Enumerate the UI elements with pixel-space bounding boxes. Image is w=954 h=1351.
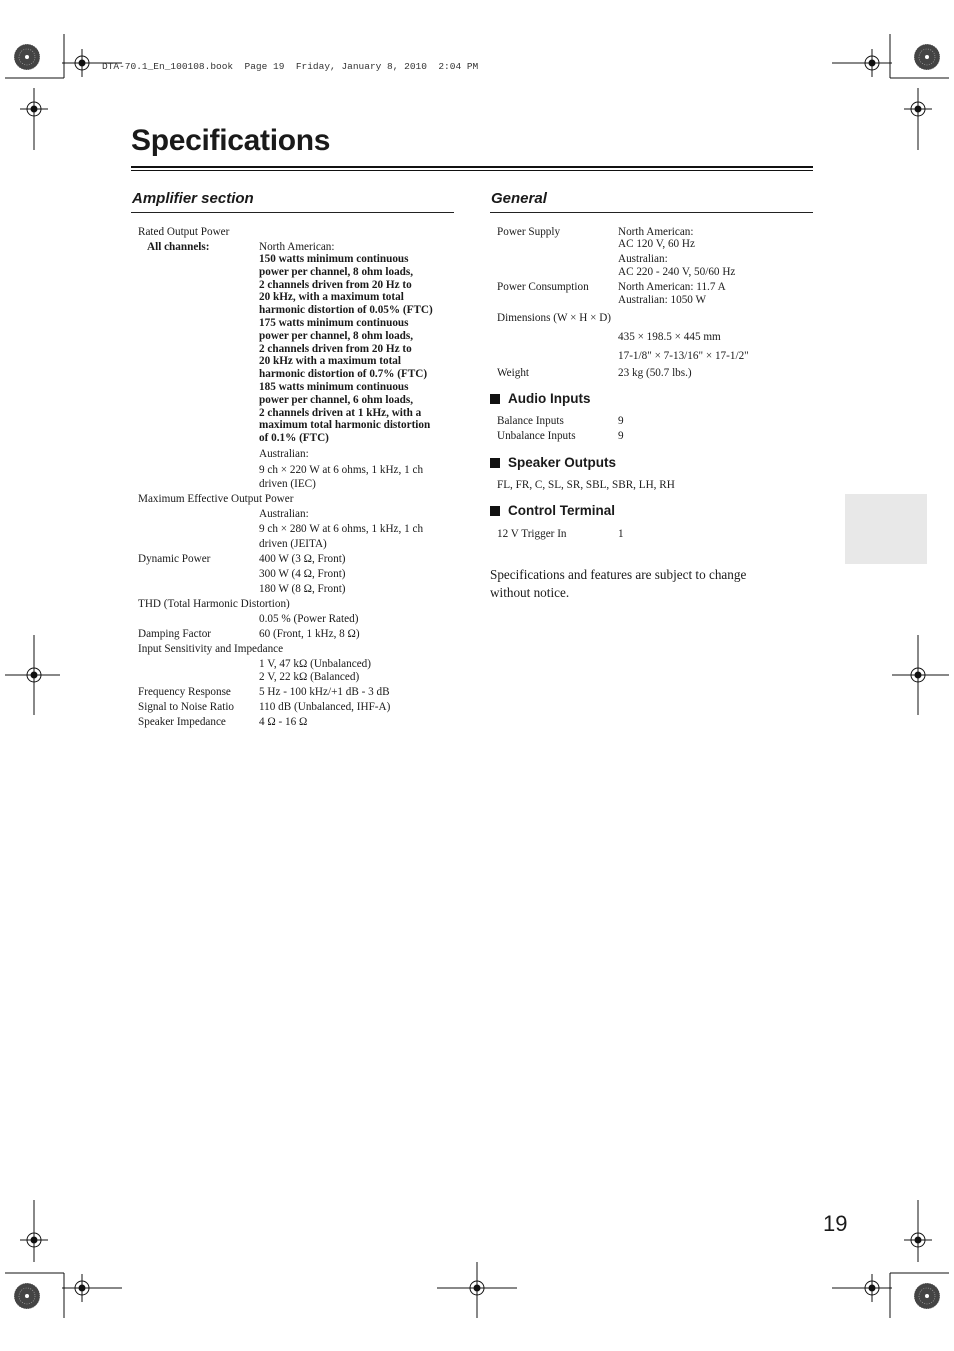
snr-label: Signal to Noise Ratio [138, 701, 235, 713]
speaker-impedance-value: 4 Ω - 16 Ω [259, 716, 308, 728]
dynamic-power-1: 400 W (3 Ω, Front) [259, 553, 346, 565]
power-supply-au-label: Australian: [618, 253, 668, 265]
dimensions-in: 17-1/8" × 7-13/16" × 17-1/2" [618, 350, 749, 362]
title-rule-thin [131, 170, 813, 171]
dynamic-power-3: 180 W (8 Ω, Front) [259, 583, 346, 595]
australian-label-2: Australian: [259, 508, 309, 520]
power-supply-au-value: AC 220 - 240 V, 50/60 Hz [618, 266, 736, 278]
australian-rated-line1: 9 ch × 220 W at 6 ohms, 1 kHz, 1 ch [259, 464, 424, 476]
frequency-response-value: 5 Hz - 100 kHz/+1 dB - 3 dB [259, 686, 390, 698]
dynamic-power-2: 300 W (4 Ω, Front) [259, 568, 346, 580]
page-title: Specifications [131, 124, 331, 157]
rated-output-label: Rated Output Power [138, 226, 230, 238]
max-effective-line1: 9 ch × 280 W at 6 ohms, 1 kHz, 1 ch [259, 523, 424, 535]
square-bullet-icon [490, 506, 500, 516]
input-sensitivity-1: 1 V, 47 kΩ (Unbalanced) [259, 658, 371, 670]
thd-value: 0.05 % (Power Rated) [259, 613, 359, 625]
power-supply-na-value: AC 120 V, 60 Hz [618, 238, 695, 250]
amplifier-section-rule [131, 212, 454, 213]
thd-label: THD (Total Harmonic Distortion) [138, 598, 290, 610]
dynamic-power-label: Dynamic Power [138, 553, 211, 565]
dimensions-label: Dimensions (W × H × D) [497, 312, 612, 324]
speaker-outputs-heading [490, 455, 616, 470]
weight-label: Weight [497, 367, 530, 379]
side-tab [845, 494, 927, 564]
general-section-heading: General [491, 190, 547, 207]
balance-inputs-label: Balance Inputs [497, 415, 564, 427]
damping-factor-value: 60 (Front, 1 kHz, 8 Ω) [259, 628, 360, 640]
audio-inputs-heading [490, 391, 590, 406]
power-consumption-na: North American: 11.7 A [618, 281, 726, 293]
unbalance-inputs-value: 9 [618, 430, 624, 442]
input-sensitivity-2: 2 V, 22 kΩ (Balanced) [259, 671, 360, 683]
australian-label: Australian: [259, 448, 309, 460]
weight-value: 23 kg (50.7 lbs.) [618, 367, 692, 379]
specifications-note [490, 566, 790, 602]
control-terminal-heading-text: Control Terminal [508, 503, 616, 518]
power-supply-label: Power Supply [497, 226, 561, 238]
title-rule [131, 166, 813, 168]
damping-factor-label: Damping Factor [138, 628, 212, 640]
speaker-impedance-label: Speaker Impedance [138, 716, 226, 728]
general-section-rule [490, 212, 813, 213]
trigger-in-label: 12 V Trigger In [497, 528, 567, 540]
north-american-rating: 150 watts minimum continuous power per channel, 8 ohm loads, 2 channels driven from 20 Hz to 20 kHz, with a maximum total harmonic distortion of 0.05% (FTC) 175 watts minimum continuous power per channel, 8 ohm loads, 2 channels driven from 20 Hz to 20 kHz with a maximum total harmonic distortion of 0.7% (FTC) 185 watts minimum continuous power per channel, 6 ohm loads, 2 channels driven at 1 kHz, with a maximum total harmonic distortion of 0.1% (FTC) [259, 253, 433, 445]
max-effective-label: Maximum Effective Output Power [138, 493, 294, 505]
note-line-2: without notice. [490, 585, 570, 600]
power-consumption-au: Australian: 1050 W [618, 294, 707, 306]
power-supply-na-label: North American: [618, 226, 694, 238]
unbalance-inputs-label: Unbalance Inputs [497, 430, 576, 442]
square-bullet-icon [490, 458, 500, 468]
control-terminal-heading [490, 503, 615, 518]
speaker-outputs-heading-text: Speaker Outputs [508, 455, 617, 470]
dimensions-mm: 435 × 198.5 × 445 mm [618, 331, 721, 343]
frequency-response-label: Frequency Response [138, 686, 231, 698]
amplifier-section-heading: Amplifier section [132, 190, 254, 207]
audio-inputs-heading-text: Audio Inputs [508, 391, 591, 406]
all-channels-label: All channels: [147, 241, 210, 253]
australian-rated-line2: driven (IEC) [259, 478, 316, 490]
square-bullet-icon [490, 394, 500, 404]
page-number: 19 [823, 1211, 848, 1236]
speaker-outputs-value: FL, FR, C, SL, SR, SBL, SBR, LH, RH [497, 479, 675, 491]
note-line-1: Specifications and features are subject to change [490, 567, 747, 582]
north-american-label: North American: [259, 241, 335, 253]
max-effective-line2: driven (JEITA) [259, 538, 327, 550]
balance-inputs-value: 9 [618, 415, 624, 427]
trigger-in-value: 1 [618, 528, 624, 540]
power-consumption-label: Power Consumption [497, 281, 589, 293]
input-sensitivity-label: Input Sensitivity and Impedance [138, 643, 284, 655]
snr-value: 110 dB (Unbalanced, IHF-A) [259, 701, 391, 713]
print-header: DTA-70.1_En_100108.book Page 19 Friday, January 8, 2010 2:04 PM [102, 61, 479, 72]
